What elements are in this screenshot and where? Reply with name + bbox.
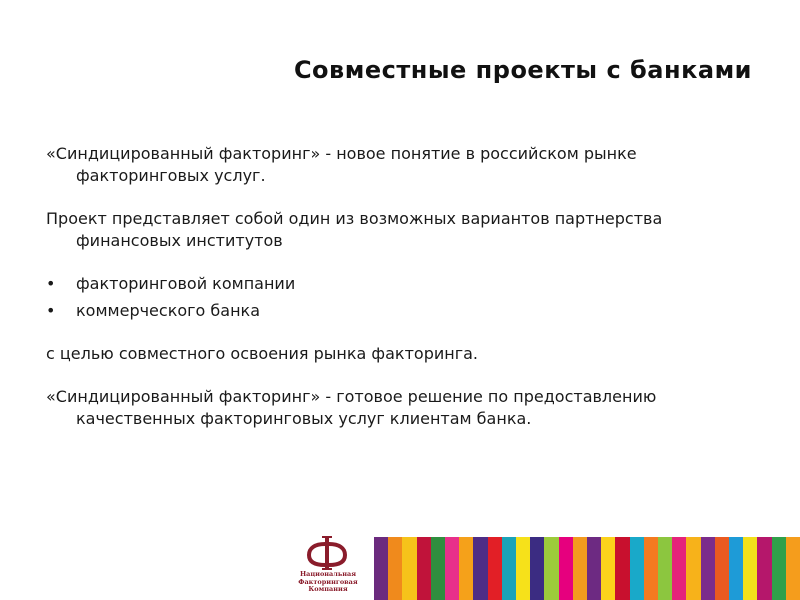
phi-logo-icon bbox=[305, 536, 349, 570]
color-stripe bbox=[772, 537, 786, 600]
slide-title: Совместные проекты с банками bbox=[293, 56, 752, 84]
color-stripe bbox=[715, 537, 729, 600]
color-stripe bbox=[615, 537, 629, 600]
color-stripe bbox=[502, 537, 516, 600]
color-stripe bbox=[530, 537, 544, 600]
color-stripe bbox=[757, 537, 771, 600]
color-stripe bbox=[686, 537, 700, 600]
bullet-marker: • bbox=[46, 301, 56, 320]
paragraph-syndicated-factoring-intro: «Синдицированный факторинг» - новое понятие в российском рынке факторинговых услуг. bbox=[46, 144, 637, 185]
color-stripe bbox=[559, 537, 573, 600]
company-logo bbox=[283, 534, 373, 596]
partner-list bbox=[46, 273, 746, 322]
color-stripe bbox=[630, 537, 644, 600]
color-stripe bbox=[587, 537, 601, 600]
color-stripe bbox=[672, 537, 686, 600]
color-stripe bbox=[402, 537, 416, 600]
color-stripe bbox=[374, 537, 388, 600]
decorative-color-stripes bbox=[374, 537, 800, 600]
logo-line: Национальная bbox=[299, 570, 357, 578]
color-stripe bbox=[417, 537, 431, 600]
color-stripe bbox=[658, 537, 672, 600]
paragraph-project-description: Проект представляет собой один из возможных вариантов партнерства финансовых институтов bbox=[46, 209, 663, 250]
list-item bbox=[46, 300, 746, 322]
list-item-text: факторинговой компании bbox=[76, 274, 296, 293]
list-item-text: коммерческого банка bbox=[76, 301, 261, 320]
paragraph-purpose: с целью совместного освоения рынка факторинга. bbox=[46, 344, 478, 363]
logo-wordmark bbox=[283, 571, 373, 594]
color-stripe bbox=[431, 537, 445, 600]
logo-line: Факторинговая bbox=[298, 577, 358, 586]
color-stripe bbox=[729, 537, 743, 600]
color-stripe bbox=[743, 537, 757, 600]
logo-line: Компания bbox=[308, 585, 348, 593]
color-stripe bbox=[601, 537, 615, 600]
color-stripe bbox=[473, 537, 487, 600]
color-stripe bbox=[445, 537, 459, 600]
bullet-marker: • bbox=[46, 274, 56, 293]
color-stripe bbox=[516, 537, 530, 600]
color-stripe bbox=[701, 537, 715, 600]
color-stripe bbox=[644, 537, 658, 600]
color-stripe bbox=[459, 537, 473, 600]
color-stripe bbox=[388, 537, 402, 600]
slide-body bbox=[46, 143, 746, 451]
color-stripe bbox=[544, 537, 558, 600]
list-item bbox=[46, 273, 746, 295]
color-stripe bbox=[573, 537, 587, 600]
color-stripe bbox=[488, 537, 502, 600]
paragraph-ready-solution: «Синдицированный факторинг» - готовое решение по предоставлению качественных факторинговых услуг клиентам банка. bbox=[46, 387, 657, 428]
color-stripe bbox=[786, 537, 800, 600]
